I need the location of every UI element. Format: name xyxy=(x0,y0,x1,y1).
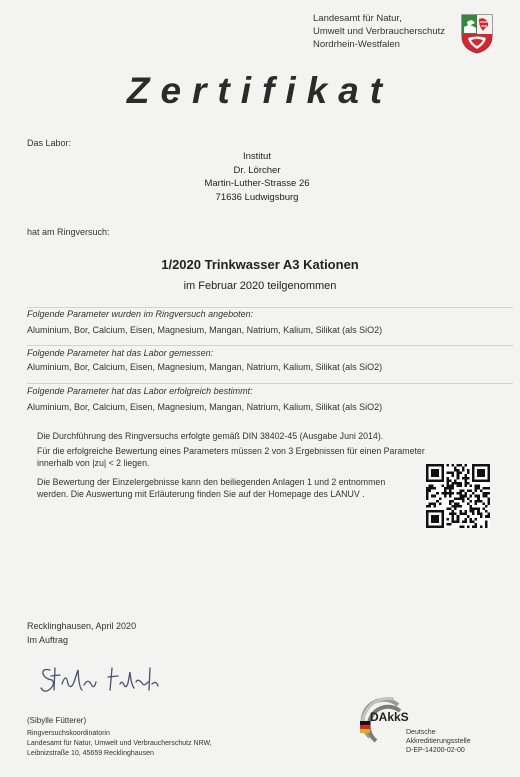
evaluation-line: Die Bewertung der Einzelergebnisse kann den beiliegenden Anlagen 1 und 2 entnommen xyxy=(37,477,386,487)
place-date: Recklinghausen, April 2020 xyxy=(27,621,137,631)
signer-info xyxy=(27,729,212,759)
success-parameters: Aluminium, Bor, Calcium, Eisen, Magnesium, Mangan, Natrium, Kalium, Silikat (als SiO2) xyxy=(27,402,383,412)
signer-address: Leibnizstraße 10, 45659 Recklinghausen xyxy=(27,750,154,757)
lab-address-line: 71636 Ludwigsburg xyxy=(215,191,299,203)
lab-address-line: Institut xyxy=(243,151,271,162)
ringversuch-title: 1/2020 Trinkwasser A3 Kationen xyxy=(161,257,359,272)
evaluation-line: werden. Die Auswertung mit Erläuterung finden Sie auf der Homepage des LANUV . xyxy=(37,488,365,499)
dakks-brand: DAkkS xyxy=(370,710,409,724)
dakks-line: Deutsche xyxy=(406,729,436,736)
on-behalf: Im Auftrag xyxy=(27,635,69,645)
success-heading: Folgende Parameter hat das Labor erfolgreich bestimmt: xyxy=(27,386,253,396)
measured-parameters: Aluminium, Bor, Calcium, Eisen, Magnesium, Mangan, Natrium, Kalium, Silikat (als SiO2) xyxy=(27,362,383,372)
agency-line: Landesamt für Natur, xyxy=(313,13,402,24)
offered-parameters: Aluminium, Bor, Calcium, Eisen, Magnesium, Mangan, Natrium, Kalium, Silikat (als SiO2) xyxy=(27,325,383,335)
signer-name: (Sibylle Fütterer) xyxy=(27,716,87,725)
qr-code-icon[interactable] xyxy=(426,464,490,528)
signer-role: Ringversuchskoordinatorin xyxy=(27,730,110,737)
ringversuch-subtitle: im Februar 2020 teilgenommen xyxy=(183,280,337,292)
offered-heading: Folgende Parameter wurden im Ringversuch angeboten: xyxy=(27,309,254,319)
agency-line: Umwelt und Verbraucherschutz xyxy=(313,26,446,37)
lab-address xyxy=(0,150,520,204)
dakks-line: Akkreditierungsstelle xyxy=(406,738,471,745)
lab-address-line: Dr. Lörcher xyxy=(233,164,281,176)
lab-label: Das Labor: xyxy=(27,138,72,148)
criteria-line: Für die erfolgreiche Bewertung eines Parameters müssen 2 von 3 Ergebnissen für einen Parameter xyxy=(37,446,425,456)
measured-heading: Folgende Parameter hat das Labor gemessen: xyxy=(27,348,214,358)
lab-address-line: Martin-Luther-Strasse 26 xyxy=(204,178,310,189)
participated-label: hat am Ringversuch: xyxy=(27,227,110,237)
signer-org: Landesamt für Natur, Umwelt und Verbraucherschutz NRW, xyxy=(27,740,212,747)
agency-name xyxy=(313,12,445,51)
divider xyxy=(27,345,513,346)
dakks-text xyxy=(406,728,471,755)
signature-icon xyxy=(38,660,178,702)
divider xyxy=(27,383,513,384)
criteria-line: innerhalb von |zu| < 2 liegen. xyxy=(37,457,150,468)
nrw-crest-icon xyxy=(461,14,493,54)
certificate-title: Zertifikat xyxy=(126,70,394,111)
divider xyxy=(27,307,513,308)
evaluation-note xyxy=(37,477,385,500)
din-note: Die Durchführung des Ringversuchs erfolgte gemäß DIN 38402-45 (Ausgabe Juni 2014). xyxy=(37,431,384,441)
criteria-note xyxy=(37,446,425,469)
dakks-id: D-EP-14200-02-00 xyxy=(406,747,465,754)
agency-line: Nordrhein-Westfalen xyxy=(313,39,400,50)
